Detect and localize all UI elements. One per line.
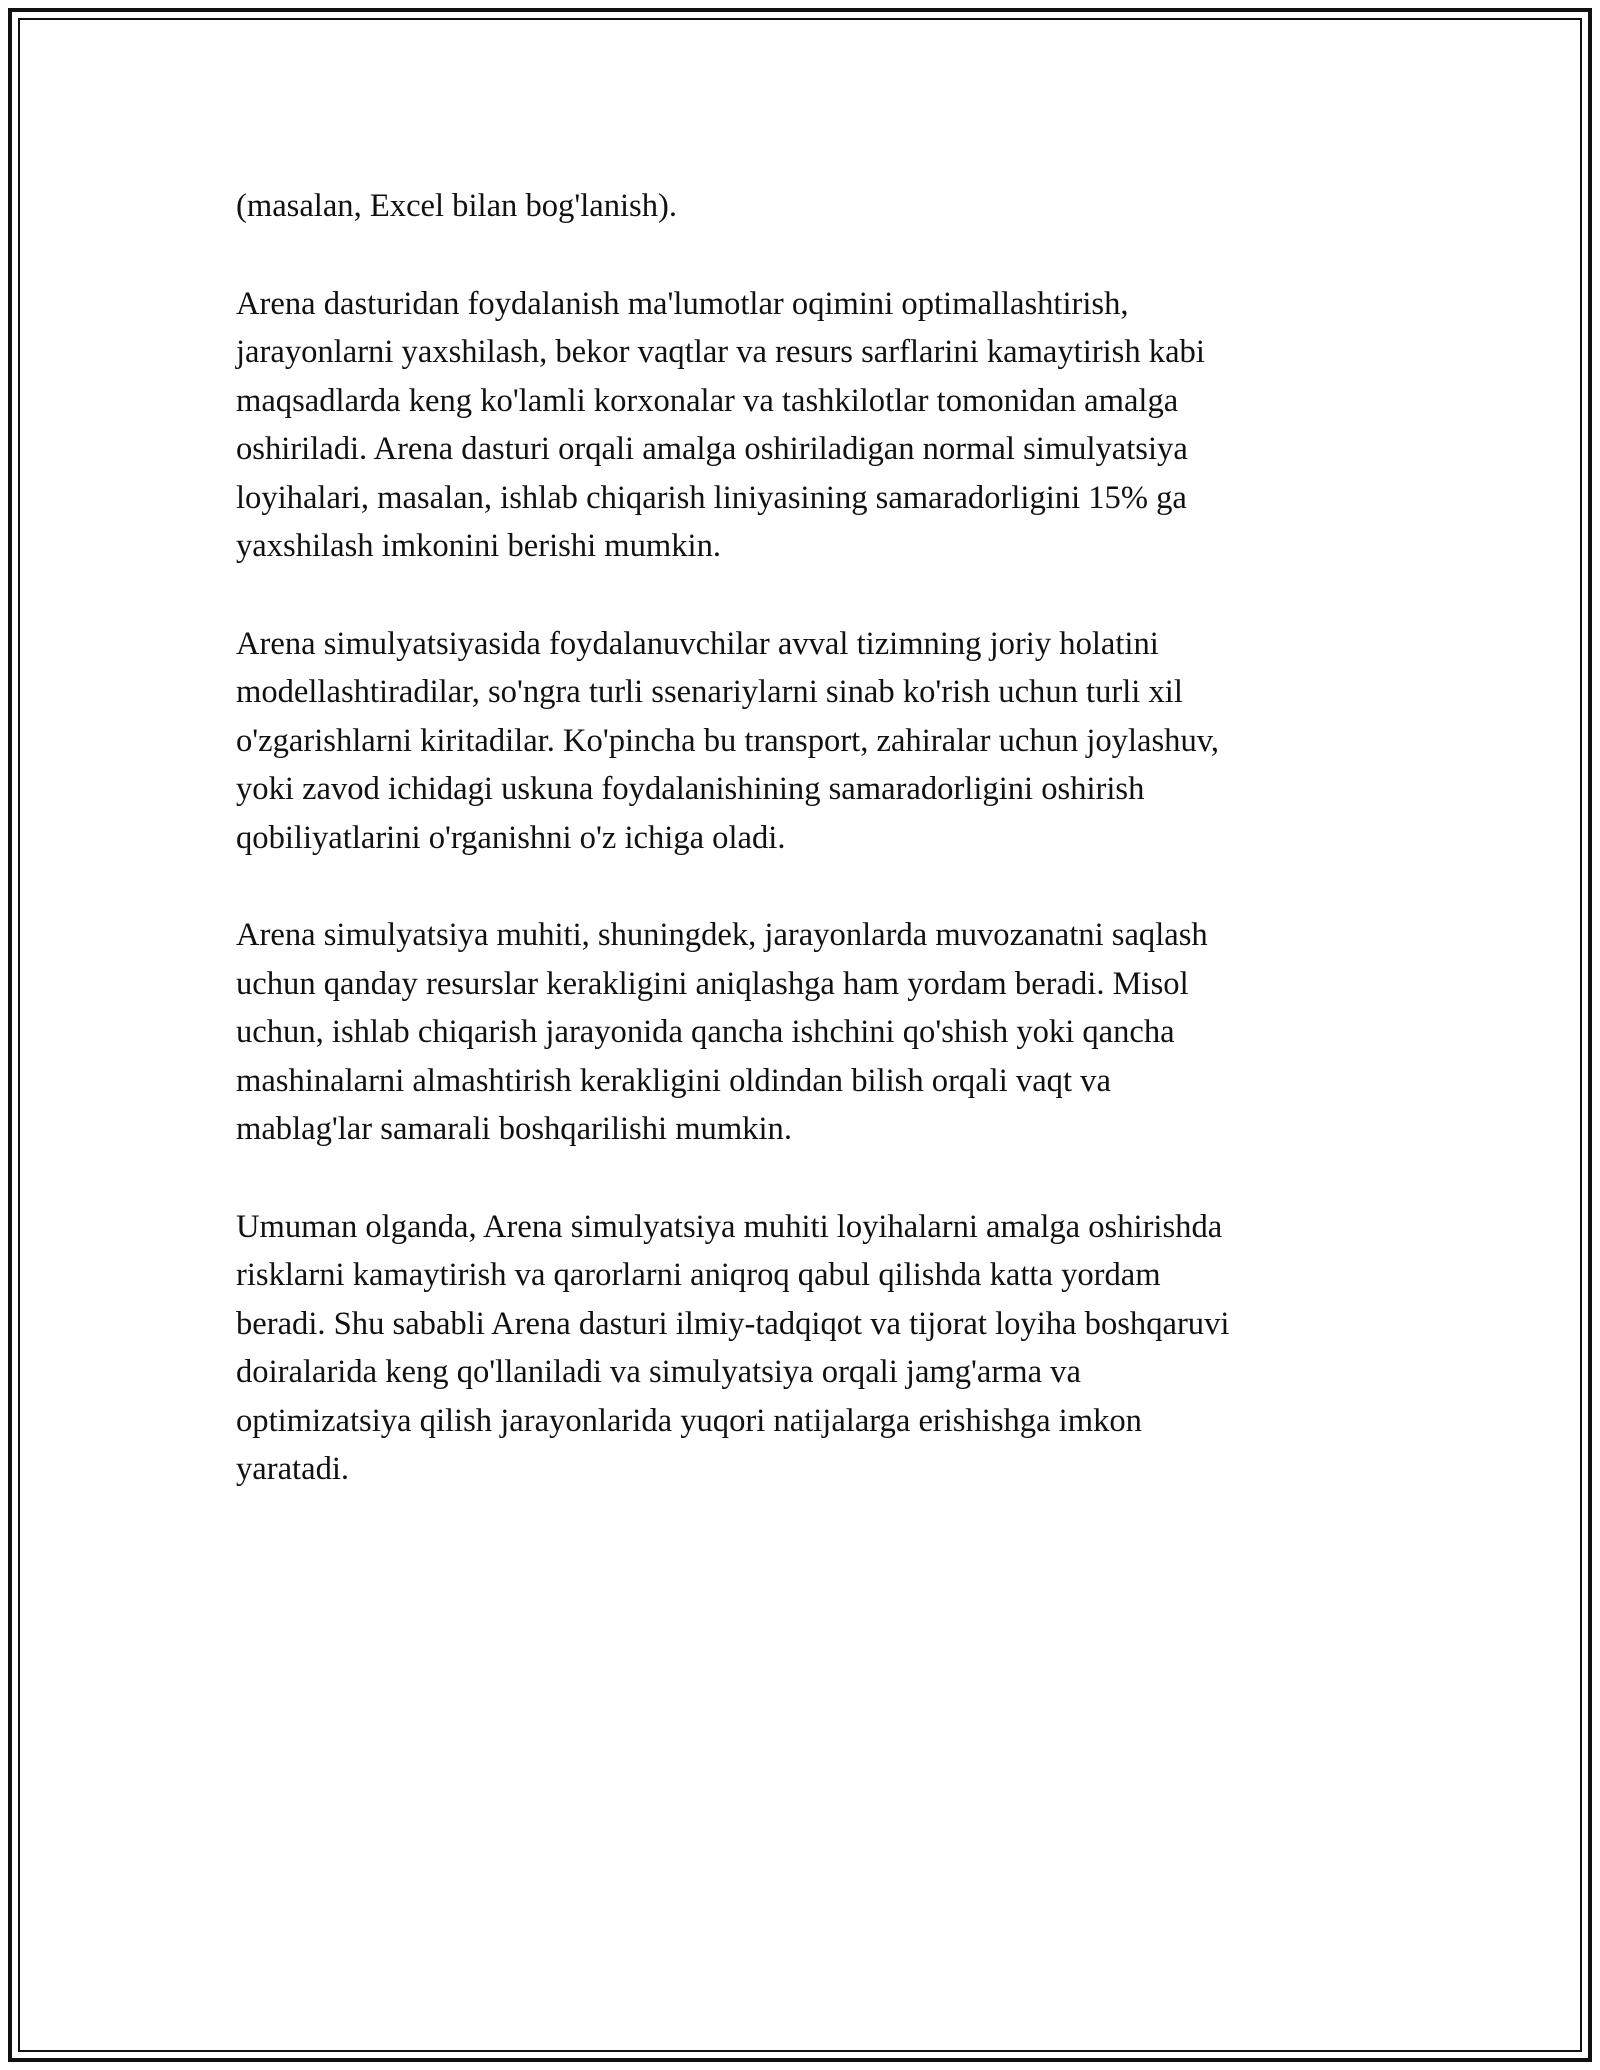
text-line: (masalan, Excel bilan bog'lanish). xyxy=(236,188,678,224)
text-line: Arena dasturidan foydalanish ma'lumotlar oqimini optimallashtirish, xyxy=(236,285,1129,322)
text-line: o'zgarishlarni kiritadilar. Ko'pincha bu transport, zahiralar uchun joylashuv, xyxy=(236,722,1220,759)
text-line: Umuman olganda, Arena simulyatsiya muhiti loyihalarni amalga oshirishda xyxy=(236,1208,1223,1245)
text-line: Arena simulyatsiyasida foydalanuvchilar avval tizimning joriy holatini xyxy=(236,625,1159,662)
text-line: oshiriladi. Arena dasturi orqali amalga oshiriladigan normal simulyatsiya xyxy=(236,431,1188,467)
paragraph-3 xyxy=(236,620,1396,863)
paragraph-2 xyxy=(236,280,1396,571)
text-line: yaratadi. xyxy=(236,1451,350,1487)
text-line: modellashtiradilar, so'ngra turli ssenariylarni sinab ko'rish uchun turli xil xyxy=(236,674,1183,710)
text-line: risklarni kamaytirish va qarorlarni aniqroq qabul qilishda katta yordam xyxy=(236,1257,1161,1293)
text-line: loyihalari, masalan, ishlab chiqarish liniyasining samaradorligini 15% ga xyxy=(236,479,1187,516)
text-line: qobiliyatlarini o'rganishni o'z ichiga oladi. xyxy=(236,819,786,856)
text-line: yaxshilash imkonini berishi mumkin. xyxy=(236,528,722,564)
text-line: optimizatsiya qilish jarayonlarida yuqori natijalarga erishishga imkon xyxy=(236,1402,1142,1439)
text-line: mablag'lar samarali boshqarilishi mumkin. xyxy=(236,1111,792,1147)
text-line: Arena simulyatsiya muhiti, shuningdek, jarayonlarda muvozanatni saqlash xyxy=(236,917,1208,953)
text-line: mashinalarni almashtirish kerakligini oldindan bilish orqali vaqt va xyxy=(236,1062,1111,1099)
text-line: uchun qanday resurslar kerakligini aniqlashga ham yordam beradi. Misol xyxy=(236,965,1189,1002)
text-line: doiralarida keng qo'llaniladi va simulyatsiya orqali jamg'arma va xyxy=(236,1354,1081,1390)
text-line: maqsadlarda keng ko'lamli korxonalar va tashkilotlar tomonidan amalga xyxy=(236,382,1179,419)
text-line: yoki zavod ichidagi uskuna foydalanishining samaradorligini oshirish xyxy=(236,771,1145,807)
paragraph-5 xyxy=(236,1203,1396,1494)
text-line: uchun, ishlab chiqarish jarayonida qancha ishchini qo'shish yoki qancha xyxy=(236,1014,1175,1050)
document-body xyxy=(236,182,1396,1543)
paragraph-1 xyxy=(236,182,1396,231)
text-line: jarayonlarni yaxshilash, bekor vaqtlar va resurs sarflarini kamaytirish kabi xyxy=(236,334,1205,370)
text-line: beradi. Shu sababli Arena dasturi ilmiy-tadqiqot va tijorat loyiha boshqaruvi xyxy=(236,1305,1230,1342)
paragraph-4 xyxy=(236,911,1396,1154)
